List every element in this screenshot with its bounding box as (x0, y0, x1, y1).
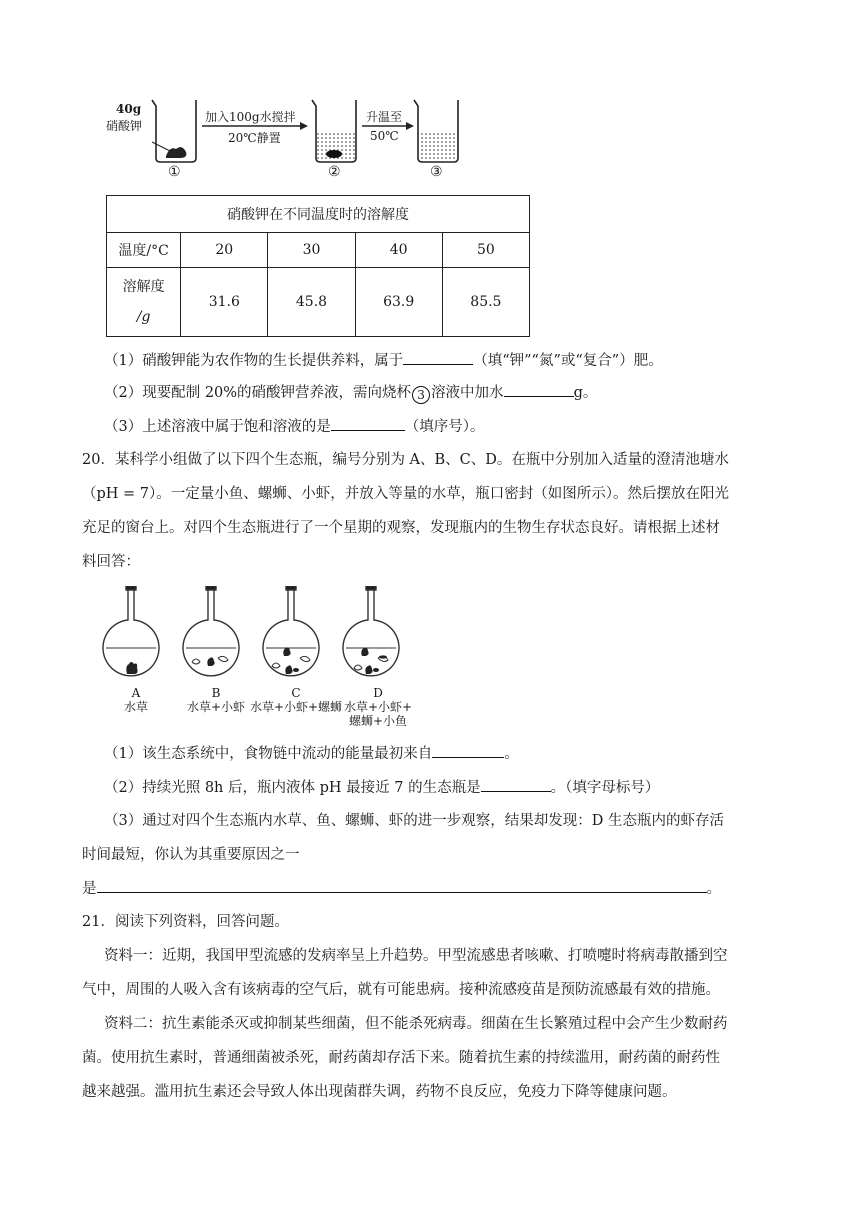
q21-title: 21．阅读下列资料，回答问题。 (82, 914, 289, 930)
flask-c (263, 586, 319, 676)
table-row-header-temp: 温度/°C (107, 233, 181, 268)
q21-material1-line1: 资料一：近期，我国甲型流感的发病率呈上升趋势。甲型流感患者咳嗽、打喷嚏时将病毒散播到空 (104, 948, 728, 964)
q19-part1: （1）硝酸钾能为农作物的生长提供养料，属于 （填“钾”“氮”或“复合”）肥。 (104, 350, 663, 371)
undissolved-solid (326, 150, 342, 158)
q21-material2-line2: 菌。使用抗生素时，普通细菌被杀死，耐药菌却存活下来。随着抗生素的持续滥用，耐药菌的耐药性 (82, 1050, 720, 1066)
q20-intro-line2: （pH = 7）。一定量小鱼、螺蛳、小虾，并放入等量的水草，瓶口密封（如图所示）。然后摆放在阳光 (82, 486, 730, 502)
q20-intro-line4: 料回答： (82, 554, 140, 570)
q20-part2: （2）持续光照 8h 后，瓶内液体 pH 最接近 7 的生态瓶是 。（填字母标号） (104, 777, 659, 798)
q20-part3-line1: （3）通过对四个生态瓶内水草、鱼、螺蛳、虾的进一步观察，结果却发现：D 生态瓶内的虾存活 (104, 813, 724, 829)
temp-cell: 30 (268, 233, 355, 268)
beaker-1-number: ① (168, 164, 181, 180)
beaker-2-number: ② (328, 164, 341, 180)
temp-cell: 20 (181, 233, 268, 268)
flask-label-b: B 水草+小虾 (186, 686, 246, 714)
pointer-line (152, 142, 170, 151)
arrow2-top-label: 升温至 (366, 110, 403, 124)
q21-material2-line3: 越来越强。滥用抗生素还会导致人体出现菌群失调，药物不良反应，免疫力下降等健康问题。 (82, 1084, 677, 1100)
table-row (107, 233, 530, 268)
snails-fish (293, 655, 387, 672)
temp-cell: 50 (442, 233, 529, 268)
arrow1-top-label: 加入100g水搅拌 (205, 110, 296, 124)
q21-material1-line2: 气中，周围的人吸入含有该病毒的空气后，就有可能患病。接种流感疫苗是预防流感最有效的措施。 (82, 982, 720, 998)
temp-cell: 40 (355, 233, 442, 268)
q19-part3: （3）上述溶液中属于饱和溶液的是 （填序号）。 (104, 416, 484, 437)
solubility-table (106, 195, 530, 337)
flask-label-a: A 水草 (123, 686, 148, 714)
beaker-substance-label: 硝酸钾 (106, 119, 143, 133)
beaker-mass-label: 40g (116, 102, 142, 116)
solubility-cell: 31.6 (181, 268, 268, 337)
answer-blank[interactable] (481, 777, 551, 792)
answer-blank[interactable] (432, 743, 504, 758)
q19-part2: （2）现要配制 20%的硝酸钾营养液，需向烧杯 3 溶液中加水 g。 (104, 382, 597, 404)
flask-label-d: D 水草+小虾+ 螺蛳+小鱼 (343, 686, 413, 728)
table-row-header-solubility (107, 268, 181, 337)
flasks-figure (100, 586, 420, 686)
circled-number-3: 3 (412, 386, 430, 404)
arrow2-bottom-label: 50℃ (370, 129, 399, 143)
answer-blank[interactable] (403, 350, 473, 365)
q20-part3-line3: 是 。 (82, 878, 721, 899)
solubility-cell: 45.8 (268, 268, 355, 337)
arrow1-bottom-label: 20℃静置 (228, 131, 281, 145)
answer-blank[interactable] (504, 382, 574, 397)
solubility-cell: 85.5 (442, 268, 529, 337)
q20-intro-line3: 充足的窗台上。对四个生态瓶进行了一个星期的观察，发现瓶内的生物生存状态良好。请根据上述材 (82, 520, 720, 536)
solution-dots-3 (419, 132, 457, 160)
solubility-cell: 63.9 (355, 268, 442, 337)
flask-d (343, 586, 399, 676)
answer-blank-long[interactable] (97, 878, 707, 893)
q20-intro-line1: 20．某科学小组做了以下四个生态瓶，编号分别为 A、B、C、D。在瓶中分别加入适量的澄清池塘水 (82, 452, 729, 468)
aquatic-plants (126, 647, 372, 674)
q20-part1: （1）该生态系统中，食物链中流动的能量最初来自 。 (104, 743, 519, 764)
beaker-3-number: ③ (430, 164, 443, 180)
answer-blank[interactable] (331, 416, 405, 431)
solid-kno3 (166, 147, 186, 158)
solubility-header-line1: 溶解度 (122, 279, 165, 295)
flasks-diagram (100, 586, 420, 686)
q20-part3-line2: 时间最短，你认为其重要原因之一 (82, 847, 300, 863)
table-row (107, 268, 530, 337)
q21-material2-line1: 资料二：抗生素能杀灭或抑制某些细菌，但不能杀死病毒。细菌在生长繁殖过程中会产生少数耐药 (104, 1016, 728, 1032)
flask-label-c: C 水草+小虾+螺蛳 (249, 686, 343, 714)
solubility-header-line2: /g (136, 309, 151, 325)
table-title: 硝酸钾在不同温度时的溶解度 (107, 196, 530, 233)
